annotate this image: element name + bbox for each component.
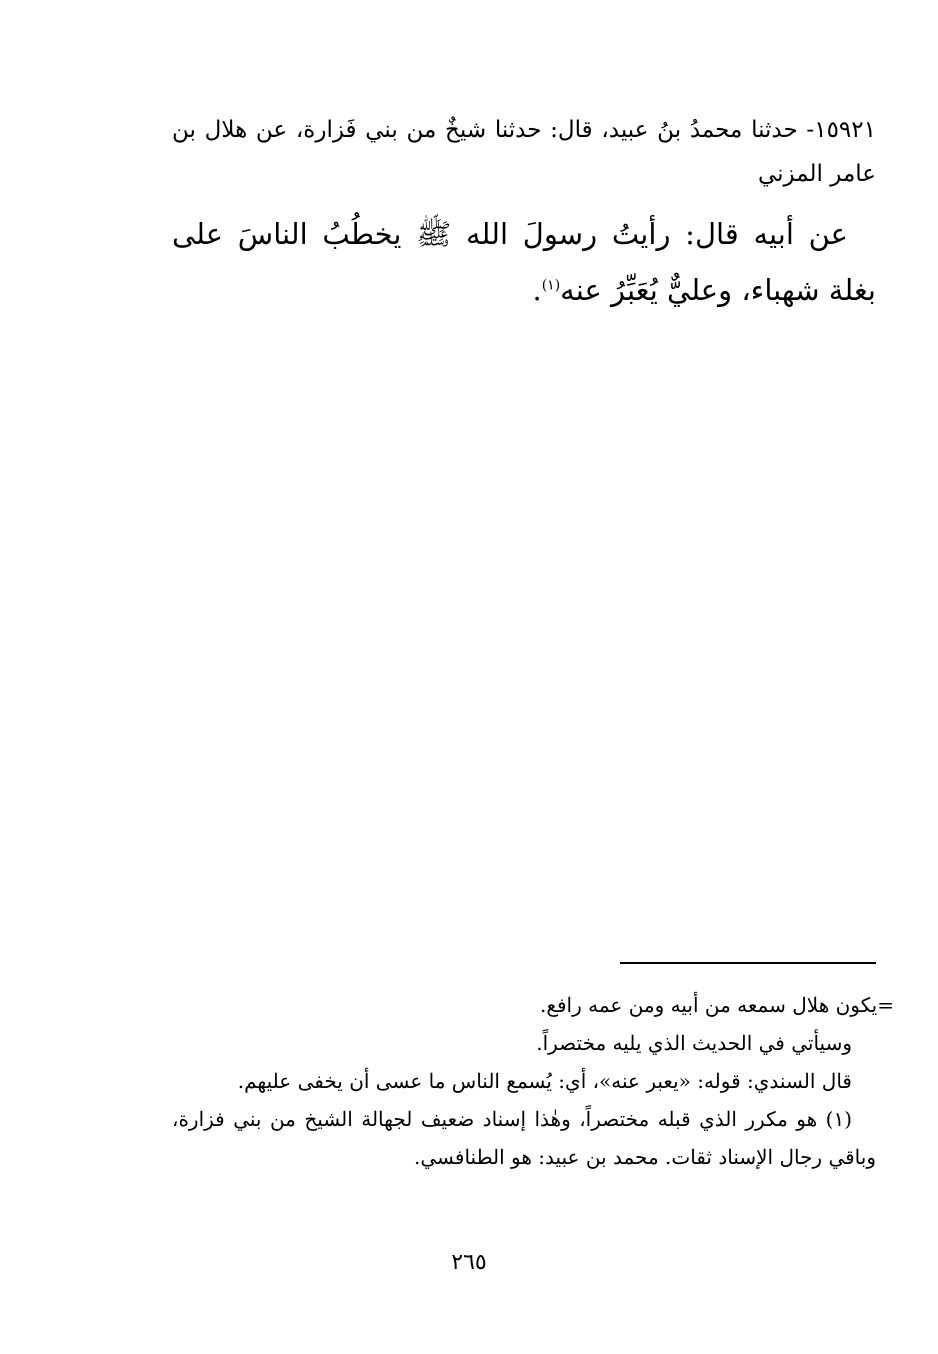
hadith-isnad-text: ١٥٩٢١- حدثنا محمدُ بنُ عبيد، قال: حدثنا شيخٌ من بني فَزارة، عن هلال بن عامر المزني	[172, 117, 876, 187]
hadith-matn-paragraph	[172, 206, 876, 318]
footnotes	[172, 986, 894, 1176]
hadith-matn-text: عن أبيه قال: رأيتُ رسولَ الله ﷺ يخطُبُ الناسَ على بغلة شهباء، وعليٌّ يُعَبِّرُ عنه	[172, 217, 876, 307]
footnote-continuation: =يكون هلال سمعه من أبيه ومن عمه رافع.	[539, 993, 894, 1017]
end-mark: .	[532, 273, 542, 307]
footnote-1: (١) هو مكرر الذي قبله مختصراً، وهٰذا إسناد ضعيف لجهالة الشيخ من بني فزارة، وباقي رجال الإسناد ثقات. محمد بن عبيد: هو الطنافسي.	[172, 1107, 876, 1169]
footnote-separator	[620, 962, 876, 964]
footnote-sindi: قال السندي: قوله: «يعبر عنه»، أي: يُسمع الناس ما عسى أن يخفى عليهم.	[237, 1069, 852, 1093]
hadith-isnad	[172, 108, 876, 196]
footnote-see-next: وسيأتي في الحديث الذي يليه مختصراً.	[536, 1031, 852, 1055]
page-number: ٢٦٥	[451, 1250, 487, 1275]
hadith-matn	[172, 206, 876, 318]
footnote-reference: (١)	[541, 277, 561, 294]
